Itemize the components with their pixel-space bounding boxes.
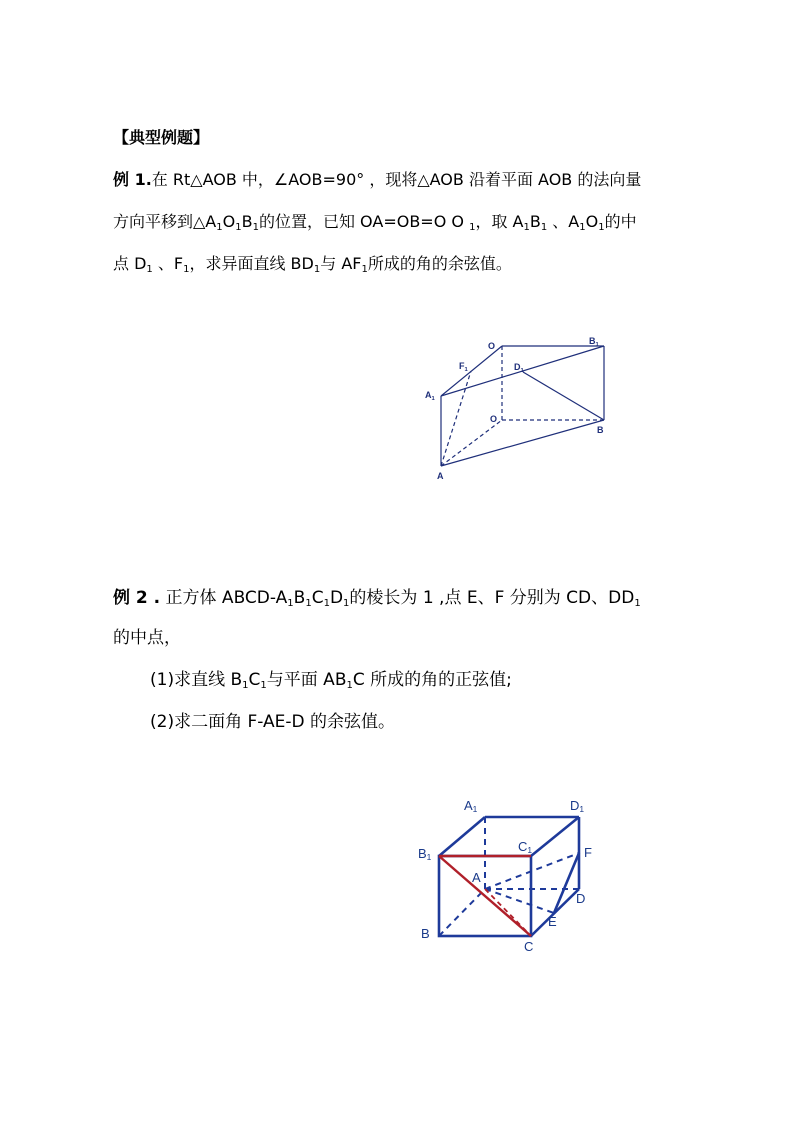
label-A1: A1 <box>464 798 478 814</box>
label-D1: D1 <box>570 798 585 814</box>
example1-label: 例 1. <box>113 170 152 189</box>
example2-item1: (1)求直线 $B_1C_1$与平面 $AB_1C$ 所成的角的正弦值; <box>150 670 512 691</box>
example1-line1 <box>113 170 641 190</box>
label-E: E <box>548 914 557 929</box>
label-F1: $F_1$ <box>459 361 468 373</box>
example1-line3: 点 $D_1$ 、$F_1$，求异面直线 $BD_1$与 $AF_1$所成的角的余弦值。 <box>113 254 512 275</box>
label-B: B <box>597 425 604 435</box>
example2-line1: 例 2 . 正方体 ABCD-$A_1B_1C_1D_1$的棱长为 1 ,点 E、F 分别为 CD、$DD_1$ <box>113 588 641 609</box>
label-A1: $A_1$ <box>425 390 435 402</box>
label-B1: $B_1$ <box>589 336 599 348</box>
label-A: A <box>472 870 481 885</box>
label-O1: O <box>488 341 496 351</box>
example2-line2: 的中点， <box>113 628 181 648</box>
label-B1: B1 <box>418 846 432 862</box>
example1-line2: 方向平移到$\triangle A_1O_1B_1$的位置，已知 OA=OB=O O $_1$，取 $A_1B_1$ 、$A_1O_1$的中 <box>113 212 637 233</box>
example2-item2: (2)求二面角 F-AE-D 的余弦值。 <box>150 712 396 732</box>
label-A: A <box>437 471 444 481</box>
label-D1: $D_1$ <box>514 362 524 374</box>
label-D: D <box>576 891 586 906</box>
example1-text1: 在 Rt△AOB 中，∠AOB=90° ，现将△AOB 沿着平面 AOB 的法向量 <box>151 170 642 189</box>
label-B: B <box>421 926 430 941</box>
section-heading: 【典型例题】 <box>113 128 210 147</box>
label-C: C <box>524 939 534 954</box>
label-F: F <box>584 845 592 860</box>
example2-label: 例 2 . <box>113 588 161 608</box>
label-C1: C1 <box>518 839 533 855</box>
label-O: O <box>490 414 498 424</box>
